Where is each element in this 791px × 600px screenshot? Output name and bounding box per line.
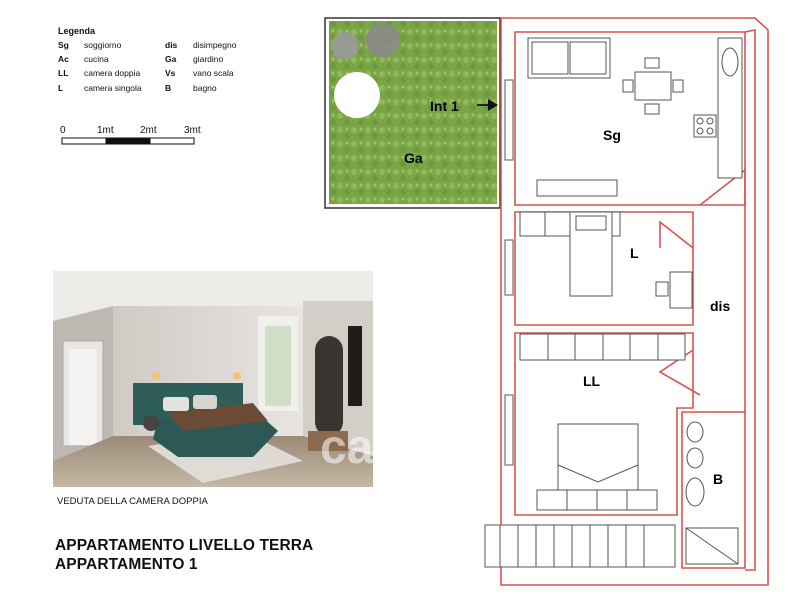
shrub-icon (366, 23, 400, 57)
legend-column-1 (58, 38, 142, 95)
legend-entry (165, 38, 236, 52)
bathroom-fixtures (686, 422, 738, 564)
room-label-bath: B (713, 471, 724, 487)
tv-unit-icon (537, 180, 617, 196)
legend-entry (165, 81, 236, 95)
legend-label: disimpegno (193, 40, 237, 50)
room-label-garden: Ga (404, 150, 423, 166)
shrub-icon (331, 32, 359, 60)
legend-column-2 (165, 38, 236, 95)
legend-entry (165, 66, 236, 80)
living-furniture (528, 38, 742, 196)
room-label-entrance: Int 1 (430, 98, 459, 114)
double-bedroom-furniture (520, 334, 685, 510)
scale-bar (60, 137, 196, 147)
legend-entry (165, 52, 236, 66)
bidet-icon (687, 448, 703, 468)
toilet-icon (687, 422, 703, 442)
garden-area (325, 18, 500, 208)
room-label-double: LL (583, 373, 601, 389)
legend-entry (58, 66, 142, 80)
scale-label: 2mt (140, 125, 157, 136)
scale-label: 1mt (97, 125, 114, 136)
desk-icon (670, 272, 692, 308)
legend-label: camera doppia (84, 68, 141, 79)
legend-title: Legenda (58, 26, 96, 36)
room-label-single: L (630, 245, 639, 261)
legend-entry (58, 81, 142, 95)
legend-label: camera singola (84, 82, 142, 93)
room-label-living: Sg (603, 127, 621, 143)
legend-label: vano scala (193, 68, 234, 79)
staircase (485, 525, 675, 567)
legend-code: L (58, 82, 64, 93)
legend-code: Ga (165, 54, 177, 65)
legend-label: soggiorno (84, 40, 122, 50)
photo-caption: VEDUTA DELLA CAMERA DOPPIA (57, 496, 208, 507)
floor-plan (320, 10, 780, 595)
legend-label: bagno (193, 82, 217, 93)
legend-code: B (165, 82, 172, 93)
legend-code: Ac (58, 54, 69, 65)
legend-code: Sg (58, 40, 69, 50)
room-label-hall: dis (710, 298, 731, 314)
title-line-1: APPARTAMENTO LIVELLO TERRA (55, 537, 314, 554)
tree-icon (334, 72, 380, 118)
scale-label: 3mt (184, 125, 201, 136)
title-line-2: APPARTAMENTO 1 (55, 556, 198, 573)
sink-icon (686, 478, 704, 506)
legend-code: dis (165, 40, 178, 50)
legend-code: LL (58, 68, 69, 79)
legend-entry (58, 52, 142, 66)
dining-table-icon (635, 72, 671, 100)
legend-entry (58, 38, 142, 52)
legend-code: Vs (165, 68, 176, 79)
scale-label: 0 (60, 125, 66, 136)
watermark: casa.it (320, 421, 470, 474)
windows (505, 80, 513, 465)
legend-label: giardino (193, 54, 224, 65)
legend-label: cucina (84, 54, 109, 65)
